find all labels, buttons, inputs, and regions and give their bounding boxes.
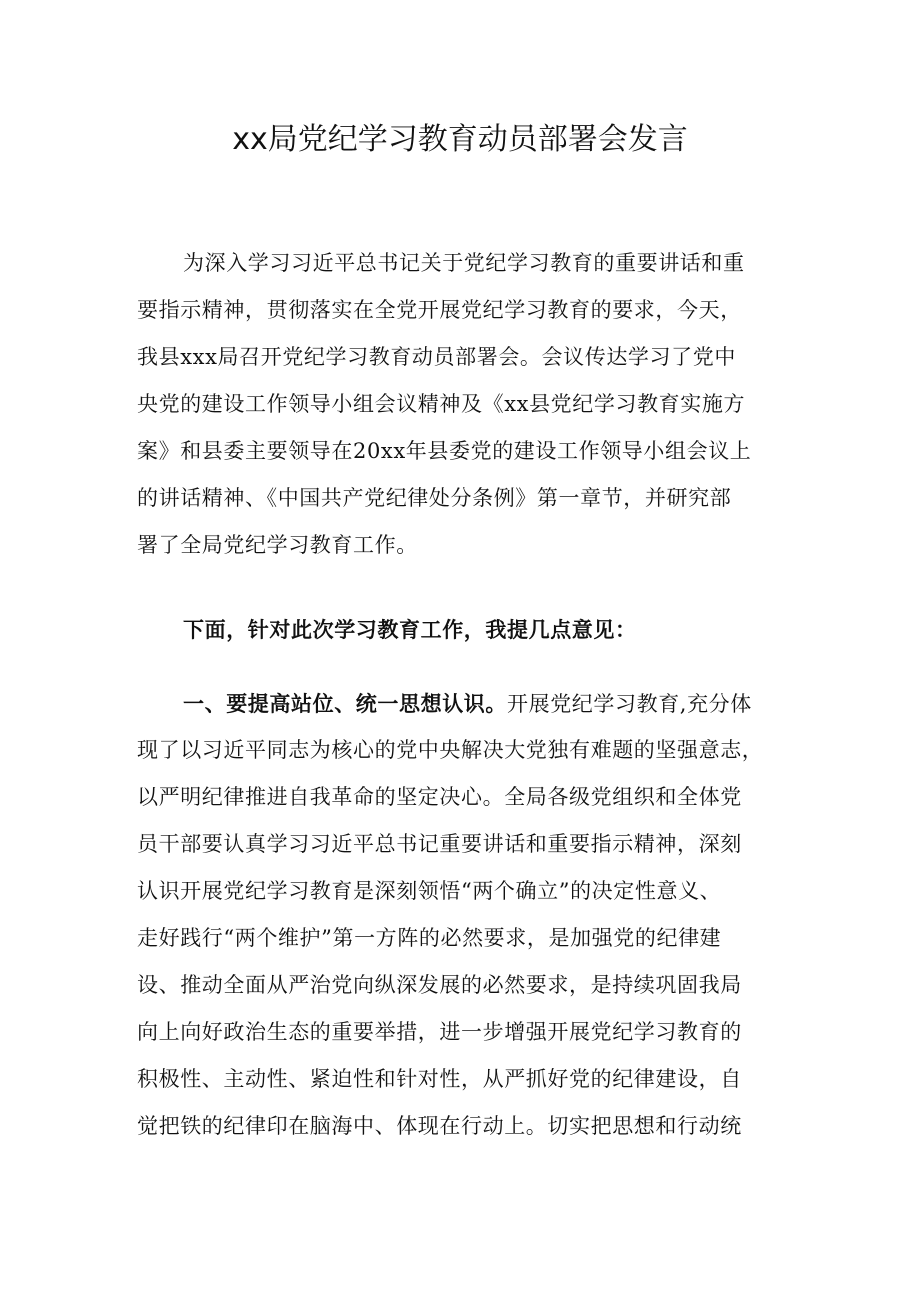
text-line: 员干部要认真学习习近平总书记重要讲话和重要指示精神，深刻: [137, 832, 742, 856]
text-line: 要指示精神，贯彻落实在全党开展党纪学习教育的要求，今天，: [137, 298, 742, 322]
text-line: 现了以习近平同志为核心的党中央解决大党独有难题的坚强意志，: [137, 738, 764, 762]
text-line: 向上向好政治生态的重要举措，进一步增强开展党纪学习教育的: [137, 1020, 742, 1044]
text-line: [137, 680, 787, 727]
text-line: 设、推动全面从严治党向纵深发展的必然要求，是持续巩固我局: [137, 973, 742, 997]
opinions-intro-paragraph: [137, 606, 787, 653]
text-line: 认识开展党纪学习教育是深刻领悟“两个确立”的决定性意义、: [137, 879, 722, 903]
text-line: 为深入学习习近平总书记关于党纪学习教育的重要讲话和重: [183, 251, 745, 275]
text-line: 积极性、主动性、紧迫性和针对性，从严抓好党的纪律建设，自: [137, 1067, 742, 1091]
document-title: xx局党纪学习教育动员部署会发言: [232, 122, 688, 157]
section-one-heading: 一、要提高站位、统一思想认识。: [183, 691, 507, 716]
text-line: 觉把铁的纪律印在脑海中、体现在行动上。切实把思想和行动统: [137, 1114, 742, 1138]
text-line: 的讲话精神、《中国共产党纪律处分条例》第一章节，并研究部: [137, 486, 732, 510]
text-line: 我县xxx局召开党纪学习教育动员部署会。会议传达学习了党中: [137, 345, 736, 369]
section-one-first-line: 开展党纪学习教育,充分体: [507, 692, 752, 716]
text-line: 央党的建设工作领导小组会议精神及《xx县党纪学习教育实施方: [137, 392, 746, 416]
text-line: 下面，针对此次学习教育工作，我提几点意见：: [183, 617, 637, 642]
intro-paragraph: [137, 240, 787, 569]
text-line: 案》和县委主要领导在20xx年县委党的建设工作领导小组会议上: [137, 439, 752, 463]
text-line: 走好践行“两个维护”第一方阵的必然要求，是加强党的纪律建: [137, 926, 722, 950]
section-one-paragraph: [137, 680, 787, 1150]
text-line: 署了全局党纪学习教育工作。: [137, 533, 418, 557]
text-line: 以严明纪律推进自我革命的坚定决心。全局各级党组织和全体党: [137, 785, 742, 809]
